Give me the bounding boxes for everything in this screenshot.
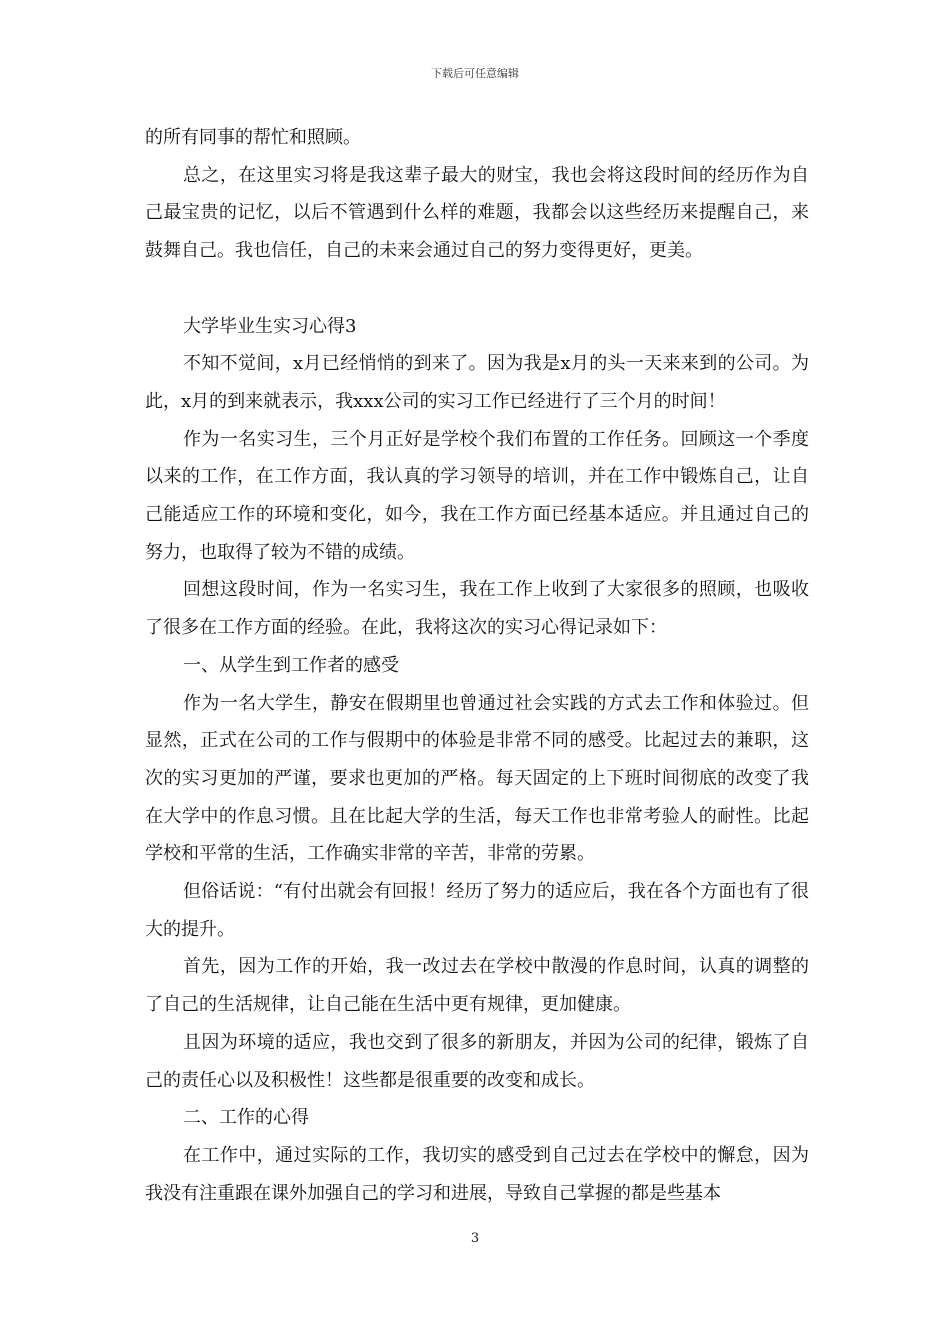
paragraph: 回想这段时间，作为一名实习生，我在工作上收到了大家很多的照顾，也吸收了很多在工作方面的经验。在此，我将这次的实习心得记录如下： — [145, 579, 809, 639]
paragraph: 在工作中，通过实际的工作，我切实的感受到自己过去在学校中的懈怠，因为我没有注重跟在课外加强自己的学习和进展，导致自己掌握的都是些基本 — [145, 1144, 809, 1204]
page-number: 3 — [470, 1231, 480, 1246]
subheading: 一、从学生到工作者的感受 — [183, 654, 399, 676]
page-header: 下载后可任意编辑 — [431, 67, 519, 80]
paragraph: 但俗话说：“有付出就会有回报！经历了努力的适应后，我在各个方面也有了很大的提升。 — [145, 881, 809, 940]
paragraph: 首先，因为工作的开始，我一改过去在学校中散漫的作息时间，认真的调整的了自己的生活规律，让自己能在生活中更有规律，更加健康。 — [145, 956, 809, 1016]
section-title: 大学毕业生实习心得3 — [183, 315, 357, 337]
paragraph: 的所有同事的帮忙和照顾。 — [145, 127, 361, 148]
paragraph: 作为一名大学生，静安在假期里也曾通过社会实践的方式去工作和体验过。但显然，正式在公司的工作与假期中的体验是非常不同的感受。比起过去的兼职，这次的实习更加的严谨，要求也更加的严格。每天固定的上下班时间彻底的改变了我在大学中的作息习惯。且在比起大学的生活，每天工作也非常考验人的耐性。比起学校和平常的生活，工作确实非常的辛苦，非常的劳累。 — [145, 692, 809, 865]
document-body — [145, 119, 809, 1212]
paragraph: 总之，在这里实习将是我这辈子最大的财宝，我也会将这段时间的经历作为自己最宝贵的记忆，以后不管遇到什么样的难题，我都会以这些经历来提醒自己，来鼓舞自己。我也信任，自己的未来会通过自己的努力变得更好，更美。 — [145, 164, 809, 262]
paragraph: 作为一名实习生，三个月正好是学校个我们布置的工作任务。回顾这一个季度以来的工作，在工作方面，我认真的学习领导的培训，并在工作中锻炼自己，让自己能适应工作的环境和变化，如今，我在工作方面已经基本适应。并且通过自己的努力，也取得了较为不错的成绩。 — [145, 428, 809, 563]
paragraph: 且因为环境的适应，我也交到了很多的新朋友，并因为公司的纪律，锻炼了自己的责任心以及积极性！这些都是很重要的改变和成长。 — [145, 1031, 809, 1091]
paragraph-gap — [145, 270, 809, 308]
paragraph: 不知不觉间，x月已经悄悄的到来了。因为我是x月的头一天来来到的公司。为此，x月的到来就表示，我xxx公司的实习工作已经进行了三个月的时间！ — [145, 353, 809, 412]
subheading: 二、工作的心得 — [183, 1107, 309, 1129]
